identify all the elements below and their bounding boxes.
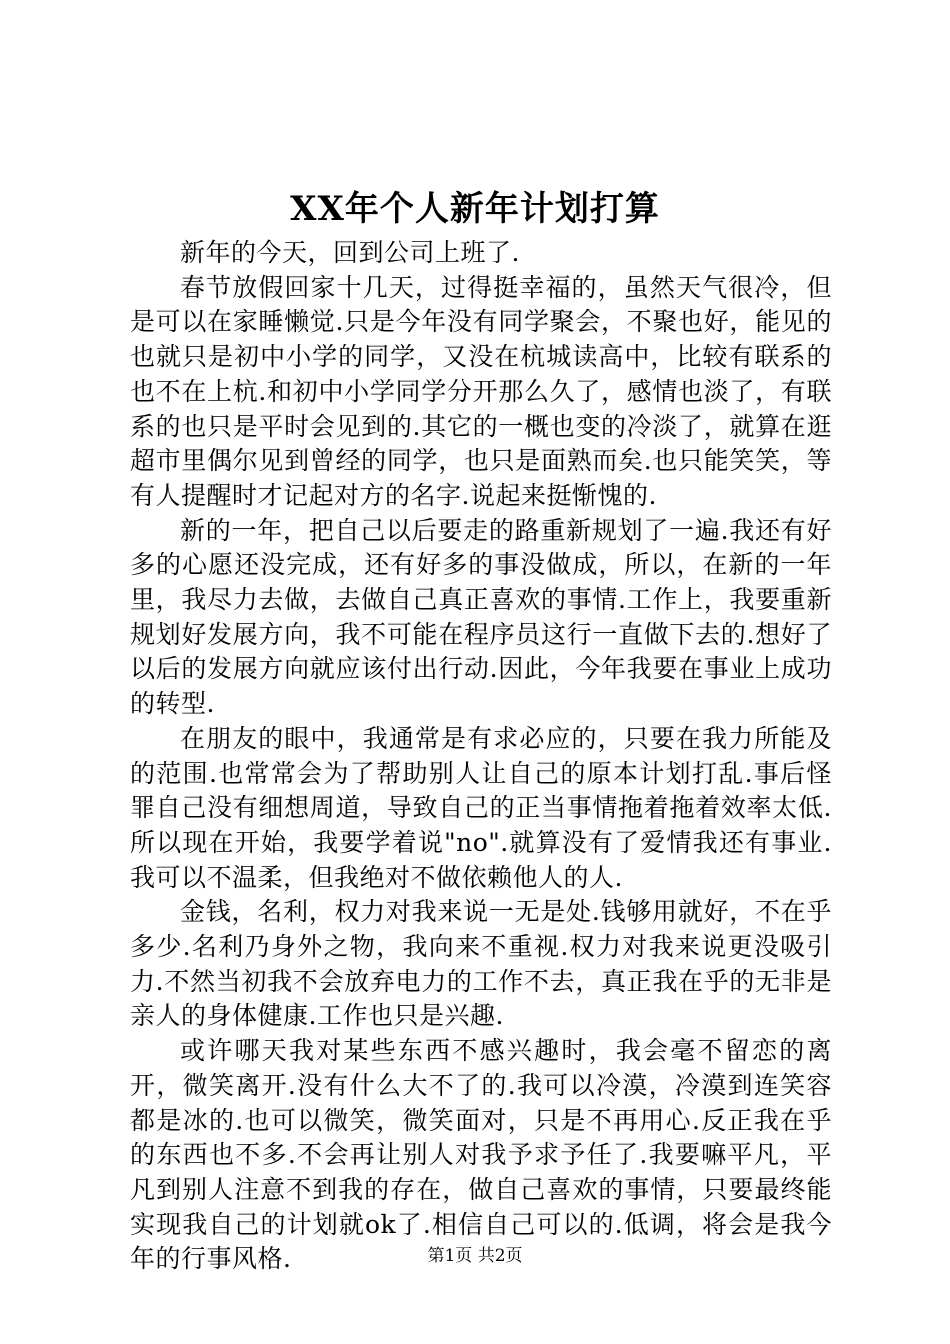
paragraph-1: 新年的今天，回到公司上班了. (180, 238, 520, 267)
page-footer: 第1页 共2页 (427, 1246, 523, 1266)
document-body (130, 236, 832, 1277)
paragraph-6: 或许哪天我对某些东西不感兴趣时，我会毫不留恋的离开，微笑离开.没有什么大不了的.我可以冷漠，冷漠到连笑容都是冰的.也可以微笑，微笑面对，只是不再用心.反正我在乎的东西也不多.不会再让别人对我予求予任了.我要嘛平凡，平凡到别人注意不到我的存在，做自己喜欢的事情，只要最终能实现我自己的计划就ok了.相信自己可以的.低调，将会是我今年的行事风格. (130, 1036, 832, 1274)
document-title: XX年个人新年计划打算 (290, 189, 660, 229)
paragraph-5: 金钱，名利，权力对我来说一无是处.钱够用就好，不在乎多少.名利乃身外之物，我向来不重视.权力对我来说更没吸引力.不然当初我不会放弃电力的工作不去，真正我在乎的无非是亲人的身体健康.工作也只是兴趣. (130, 897, 832, 1031)
paragraph-4: 在朋友的眼中，我通常是有求必应的，只要在我力所能及的范围.也常常会为了帮助别人让自己的原本计划打乱.事后怪罪自己没有细想周道，导致自己的正当事情拖着拖着效率太低.所以现在开始，我要学着说"no".就算没有了爱情我还有事业.我可以不温柔，但我绝对不做依赖他人的人. (130, 723, 832, 892)
paragraph-3: 新的一年，把自己以后要走的路重新规划了一遍.我还有好多的心愿还没完成，还有好多的事没做成，所以，在新的一年里，我尽力去做，去做自己真正喜欢的事情.工作上，我要重新规划好发展方向，我不可能在程序员这行一直做下去的.想好了以后的发展方向就应该付出行动.因此，今年我要在事业上成功的转型. (130, 515, 832, 719)
paragraph-2: 春节放假回家十几天，过得挺幸福的，虽然天气很冷，但是可以在家睡懒觉.只是今年没有同学聚会，不聚也好，能见的也就只是初中小学的同学，又没在杭城读高中，比较有联系的也不在上杭.和初中小学同学分开那么久了，感情也淡了，有联系的也只是平时会见到的.其它的一概也变的冷淡了，就算在逛超市里偶尔见到曾经的同学，也只是面熟而矣.也只能笑笑，等有人提醒时才记起对方的名字.说起来挺惭愧的. (130, 272, 832, 510)
